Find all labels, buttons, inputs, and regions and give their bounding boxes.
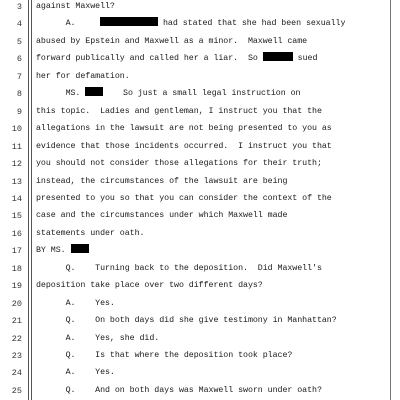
transcript-line — [0, 155, 400, 173]
line-text: this topic. Ladies and gentleman, I instruct you that the — [36, 106, 322, 116]
transcript-line — [0, 295, 400, 313]
line-number: 6 — [16, 54, 22, 65]
line-text: allegations in the lawsuit are not being presented to you as — [36, 124, 332, 134]
transcript-line — [0, 15, 400, 33]
line-text: Q. On both days did she give testimony in Manhattan? — [36, 316, 337, 326]
line-number: 21 — [11, 316, 22, 327]
line-text: Q. Is that where the deposition took place? — [36, 351, 293, 360]
transcript-line — [0, 68, 400, 86]
line-text: you should not consider those allegations for their truth; — [36, 159, 322, 169]
transcript-line — [0, 347, 400, 365]
line-number: 8 — [16, 89, 22, 100]
line-text: evidence that those incidents occurred. I instruct you that — [36, 141, 332, 151]
line-text: abused by Epstein and Maxwell as a minor. Maxwell came — [36, 36, 308, 46]
line-number: 25 — [11, 385, 22, 396]
line-text: A. had stated that she had been sexually — [36, 19, 346, 29]
line-number: 4 — [16, 19, 22, 30]
line-text: A. Yes. — [36, 368, 115, 378]
transcript-line — [0, 225, 400, 243]
line-number: 5 — [16, 36, 22, 47]
line-text: A. Yes. — [36, 298, 115, 308]
line-number: 23 — [11, 351, 22, 361]
transcript-line — [0, 50, 400, 68]
transcript-line — [0, 0, 400, 16]
transcript-line — [0, 364, 400, 382]
transcript-line — [0, 173, 400, 191]
transcript-line — [0, 138, 400, 156]
line-number: 19 — [11, 281, 22, 292]
redaction-block — [263, 52, 293, 61]
transcript-line — [0, 242, 400, 260]
redaction-block — [71, 244, 89, 253]
transcript-line — [0, 382, 400, 400]
transcript-line — [0, 312, 400, 330]
line-number: 24 — [11, 368, 22, 379]
line-text: against Maxwell? — [36, 2, 115, 11]
line-text: BY MS. — [36, 242, 388, 260]
line-number: 15 — [11, 211, 22, 222]
transcript-line — [0, 120, 400, 138]
line-number: 7 — [16, 71, 22, 82]
line-text: A. Yes, she did. — [36, 333, 160, 343]
line-text: forward publically and called her a liar. So sued — [36, 54, 318, 64]
transcript-line — [0, 103, 400, 121]
redaction-block — [85, 87, 103, 96]
line-text: deposition take place over two different days? — [36, 281, 263, 291]
line-number: 18 — [11, 263, 22, 274]
line-number: 14 — [11, 193, 22, 204]
line-number: 10 — [11, 124, 22, 135]
line-text: statements under oath. — [36, 228, 145, 238]
line-number: 3 — [16, 2, 22, 12]
line-number: 12 — [11, 159, 22, 170]
line-text: Q. Turning back to the deposition. Did Maxwell's — [36, 263, 322, 273]
transcript-line — [0, 33, 400, 51]
line-text: case and the circumstances under which Maxwell made — [36, 211, 288, 221]
line-text: MS. So just a small legal instruction on — [36, 89, 301, 99]
line-text: presented to you so that you can consider the context of the — [36, 193, 332, 203]
redaction-block — [100, 17, 158, 26]
line-text: instead, the circumstances of the lawsuit are being — [36, 176, 288, 186]
line-number: 16 — [11, 228, 22, 239]
line-number: 22 — [11, 333, 22, 344]
transcript-line — [0, 207, 400, 225]
transcript-line — [0, 190, 400, 208]
line-number: 11 — [11, 141, 22, 152]
line-number: 9 — [16, 106, 22, 117]
line-number: 17 — [11, 246, 22, 257]
line-number: 13 — [11, 176, 22, 187]
line-text: Q. And on both days was Maxwell sworn under oath? — [36, 385, 322, 395]
transcript-line — [0, 260, 400, 278]
line-text: her for defamation. — [36, 71, 130, 81]
transcript-line — [0, 85, 400, 103]
line-number: 20 — [11, 298, 22, 309]
transcript-line — [0, 330, 400, 348]
transcript-line — [0, 277, 400, 295]
